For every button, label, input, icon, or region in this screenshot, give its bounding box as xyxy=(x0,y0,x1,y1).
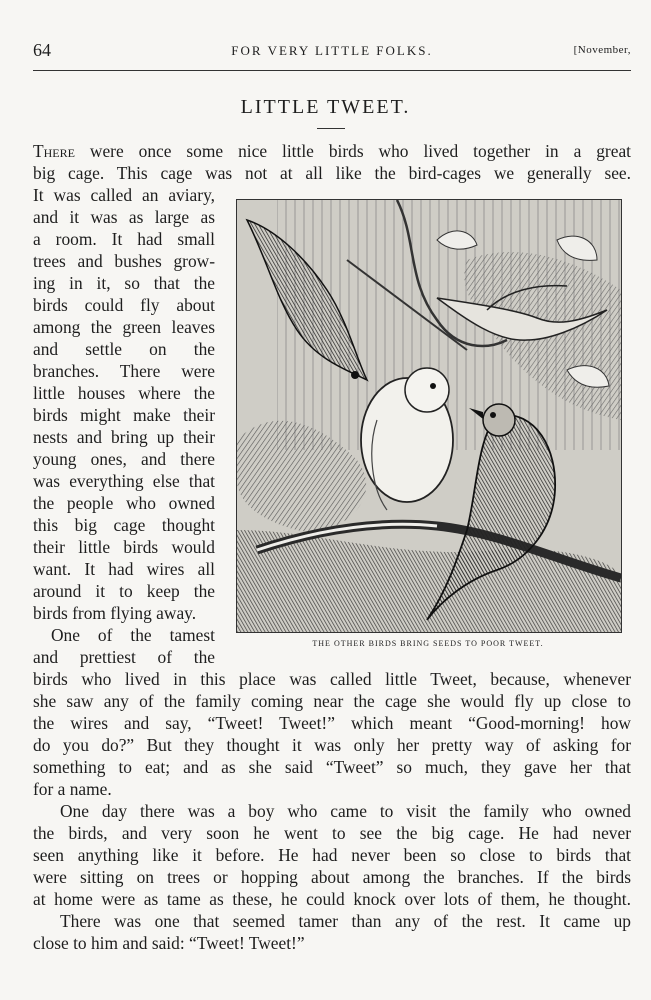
running-title: FOR VERY LITTLE FOLKS. xyxy=(231,43,433,58)
column-line: around it to keep the xyxy=(33,581,215,601)
story-title: LITTLE TWEET. xyxy=(240,96,411,118)
paragraph-line: she saw any of the family coming near the cage she would fly up close to xyxy=(33,691,631,711)
column-line: among the green leaves xyxy=(33,317,215,337)
illustration-caption: THE OTHER BIRDS BRING SEEDS TO POOR TWEET. xyxy=(312,639,544,648)
paragraph-line: big cage. This cage was not at all like the bird-cages we generally see. xyxy=(33,163,631,183)
running-header xyxy=(33,40,631,66)
illustration-frame xyxy=(233,196,623,638)
column-line: was everything else that xyxy=(33,471,215,491)
paragraph-line: There was one that seemed tamer than any of the rest. It came up xyxy=(60,911,631,931)
running-month: [November, xyxy=(573,44,631,56)
header-rule xyxy=(33,70,631,71)
column-line: and settle on the xyxy=(33,339,215,359)
column-line: It was called an aviary, xyxy=(33,185,215,205)
paragraph-line: something to eat; and as she said “Tweet” so much, they gave her that xyxy=(33,757,631,777)
column-line: a room. It had small xyxy=(33,229,215,249)
column-line: ing in it, so that the xyxy=(33,273,215,293)
paragraph-line: the wires and say, “Tweet! Tweet!” which meant “Good-morning! how xyxy=(33,713,631,733)
birds-engraving xyxy=(236,199,622,633)
column-line: birds could fly about xyxy=(33,295,215,315)
paragraph-line: the birds, and very soon he went to see the big cage. He had never xyxy=(33,823,631,843)
column-line: this big cage thought xyxy=(33,515,215,535)
column-line: and it was as large as xyxy=(33,207,215,227)
title-rule xyxy=(317,128,345,129)
paragraph-line: at home were as tame as these, he could knock over lots of them, he thought. xyxy=(33,889,631,909)
column-line: and prettiest of the xyxy=(33,647,215,667)
column-line: want. It had wires all xyxy=(33,559,215,579)
paragraph-line: do you do?” But they thought it was only her pretty way of asking for xyxy=(33,735,631,755)
column-line: young ones, and there xyxy=(33,449,215,469)
drop-word: There xyxy=(33,141,75,161)
column-line: One of the tamest xyxy=(51,625,215,645)
column-line: nests and bring up their xyxy=(33,427,215,447)
column-line: branches. There were xyxy=(33,361,215,381)
column-line: little houses where the xyxy=(33,383,215,403)
paragraph-line: birds who lived in this place was called little Tweet, because, whenever xyxy=(33,669,631,689)
page-number: 64 xyxy=(33,40,51,60)
paragraph-line: One day there was a boy who came to visit the family who owned xyxy=(60,801,631,821)
column-line: their little birds would xyxy=(33,537,215,557)
paragraph-line: seen anything like it before. He had never been so close to birds that xyxy=(33,845,631,865)
column-line: birds might make their xyxy=(33,405,215,425)
column-line: the people who owned xyxy=(33,493,215,513)
line-text: were once some nice little birds who lived together in a great xyxy=(74,141,631,161)
paragraph-line: were sitting on trees or hopping about among the branches. If the birds xyxy=(33,867,631,887)
paragraph-line xyxy=(33,140,631,162)
paragraph-line: close to him and said: “Tweet! Tweet!” xyxy=(33,933,305,953)
paragraph-line: for a name. xyxy=(33,779,112,799)
column-line: birds from flying away. xyxy=(33,603,197,623)
column-line: trees and bushes grow- xyxy=(33,251,215,271)
